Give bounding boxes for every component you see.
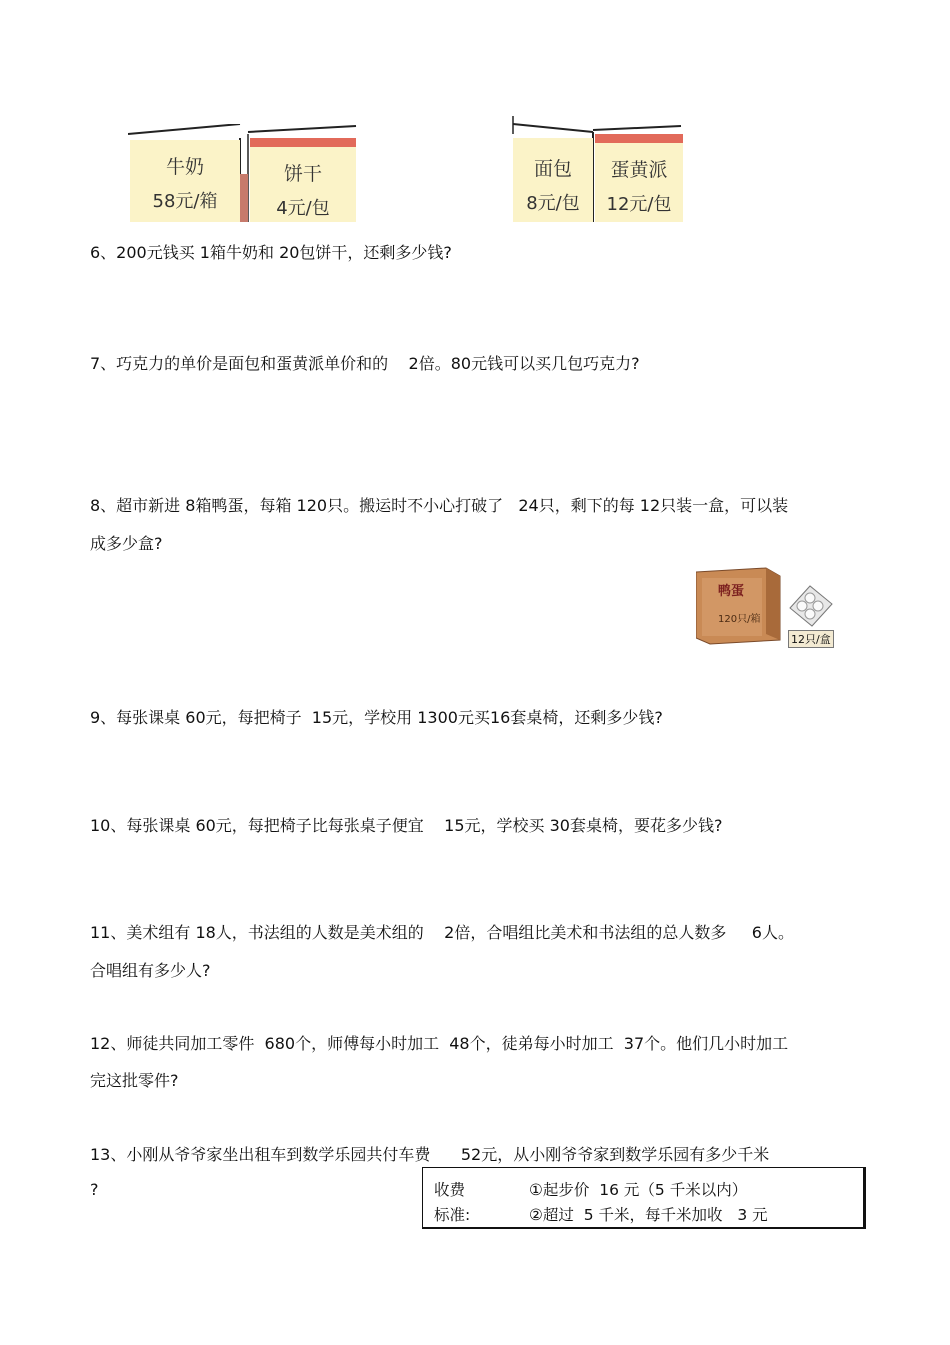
question-9: 9、每张课桌 60元，每把椅子 15元，学校用 1300元买16套桌椅，还剩多少钱?	[90, 708, 663, 727]
bread-pie-picture	[511, 116, 683, 222]
fee-rule-1: ①起步价 16 元（5 千米以内）	[529, 1181, 748, 1199]
fee-rule-2: ②超过 5 千米，每千米加收 3 元	[529, 1206, 768, 1224]
question-12-line-2: 完这批零件?	[90, 1071, 179, 1090]
question-12-line-1: 12、师徒共同加工零件 680个，师傅每小时加工 48个，徒弟每小时加工 37个。他们几小时加工	[90, 1034, 789, 1053]
egg-box-shape	[696, 566, 784, 646]
milk-sign	[130, 140, 240, 222]
milk-name: 牛奶	[165, 156, 204, 178]
egg-tray-picture	[786, 584, 834, 650]
question-10: 10、每张课桌 60元，每把椅子比每张桌子便宜 15元，学校买 30套桌椅，要花多少钱?	[90, 816, 723, 835]
question-11-line-1: 11、美术组有 18人，书法组的人数是美术组的 2倍，合唱组比美术和书法组的总人数多 6人。	[90, 923, 794, 942]
egg-box-capacity: 120只/箱	[718, 614, 761, 625]
bread-sign	[513, 138, 593, 222]
egg-tray-icon	[786, 584, 834, 628]
fee-standard-table	[422, 1167, 866, 1229]
egg-tray-label: 12只/盒	[788, 630, 834, 648]
custard-pie-price: 12元/包	[606, 194, 672, 215]
egg-box-label: 鸭蛋	[718, 584, 745, 599]
question-8-line-2: 成多少盒?	[90, 534, 163, 553]
question-13-line-2: ?	[90, 1180, 99, 1199]
fee-label-1: 收费	[434, 1181, 466, 1199]
milk-biscuit-picture	[128, 124, 358, 222]
biscuit-sign	[250, 138, 356, 222]
question-8-line-1: 8、超市新进 8箱鸭蛋，每箱 120只。搬运时不小心打破了 24只，剩下的每 12只装一盒，可以装	[90, 496, 789, 515]
biscuit-name: 饼干	[283, 163, 322, 185]
custard-pie-sign	[595, 134, 683, 222]
milk-price: 58元/箱	[152, 191, 218, 212]
duck-egg-box-picture	[696, 566, 784, 646]
custard-pie-name: 蛋黄派	[610, 159, 668, 181]
bread-price: 8元/包	[526, 193, 580, 214]
question-13-line-1: 13、小刚从爷爷家坐出租车到数学乐园共付车费 52元，从小刚爷爷家到数学乐园有多少千米	[90, 1145, 770, 1164]
bread-name: 面包	[533, 158, 572, 180]
biscuit-price: 4元/包	[276, 198, 330, 219]
fee-label-2: 标准:	[434, 1206, 471, 1224]
question-6: 6、200元钱买 1箱牛奶和 20包饼干，还剩多少钱?	[90, 243, 452, 262]
question-11-line-2: 合唱组有多少人?	[90, 961, 211, 980]
question-7: 7、巧克力的单价是面包和蛋黄派单价和的 2倍。80元钱可以买几包巧克力?	[90, 354, 640, 373]
